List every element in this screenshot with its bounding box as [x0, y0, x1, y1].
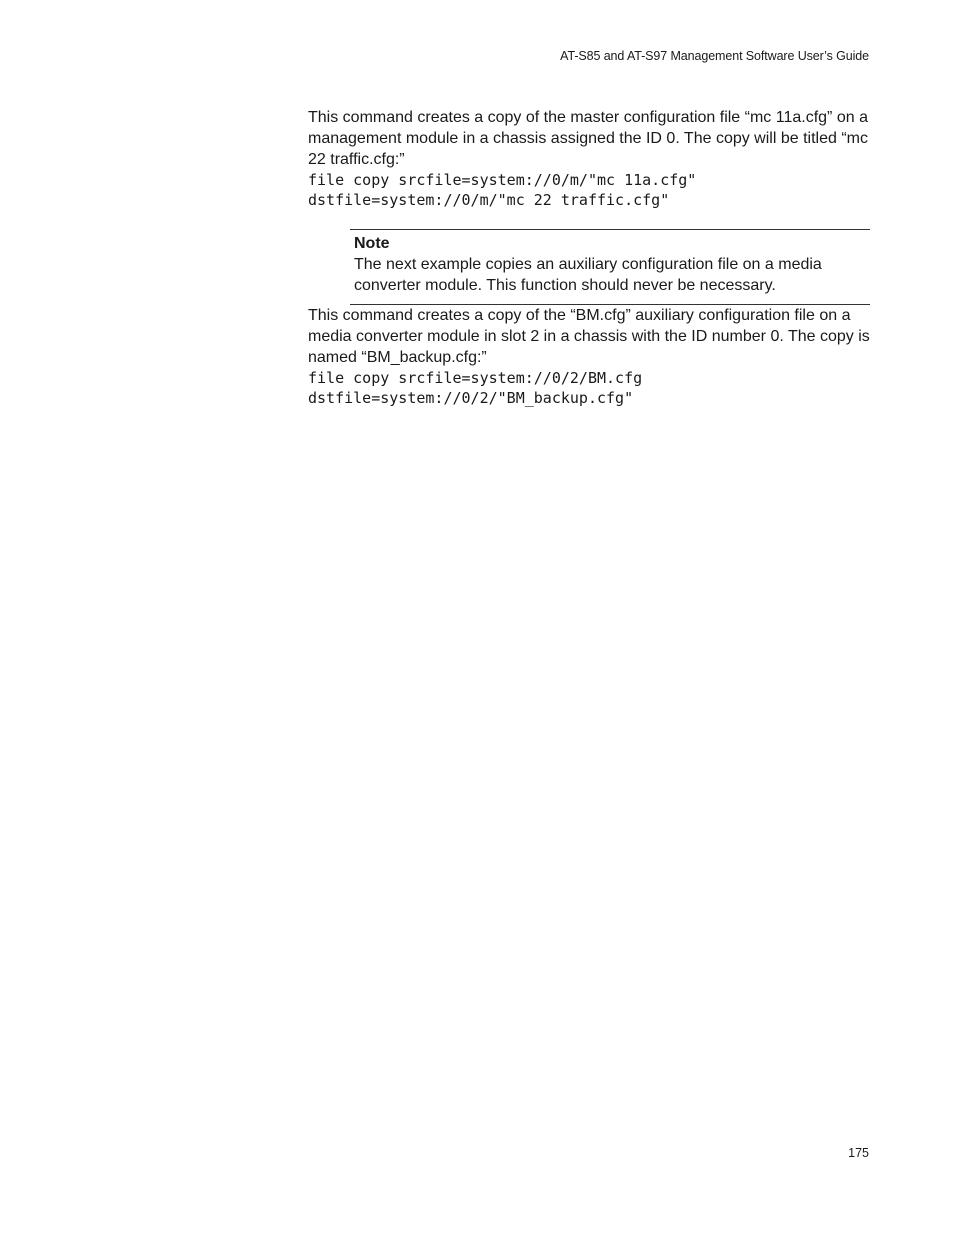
note-box — [350, 229, 870, 305]
note-text: The next example copies an auxiliary configuration file on a media converter module. This function should never be necessary. — [354, 256, 822, 294]
paragraph-auxiliary-config-copy: This command creates a copy of the “BM.cfg” auxiliary configuration file on a media converter module in slot 2 in a chassis with the ID number 0. The copy is named “BM_backup.cfg:” — [308, 307, 870, 366]
page-content — [308, 107, 870, 408]
page-number: 175 — [848, 1146, 869, 1160]
code-example-auxiliary-config: file copy srcfile=system://0/2/BM.cfg dstfile=system://0/2/"BM_backup.cfg" — [308, 369, 643, 407]
code-example-master-config: file copy srcfile=system://0/m/"mc 11a.cfg" dstfile=system://0/m/"mc 22 traffic.cfg" — [308, 171, 697, 209]
running-header: AT-S85 and AT-S97 Management Software User’s Guide — [560, 49, 869, 63]
note-title: Note — [354, 235, 390, 252]
paragraph-master-config-copy: This command creates a copy of the master configuration file “mc 11a.cfg” on a management module in a chassis assigned the ID 0. The copy will be titled “mc 22 traffic.cfg:” — [308, 109, 868, 168]
